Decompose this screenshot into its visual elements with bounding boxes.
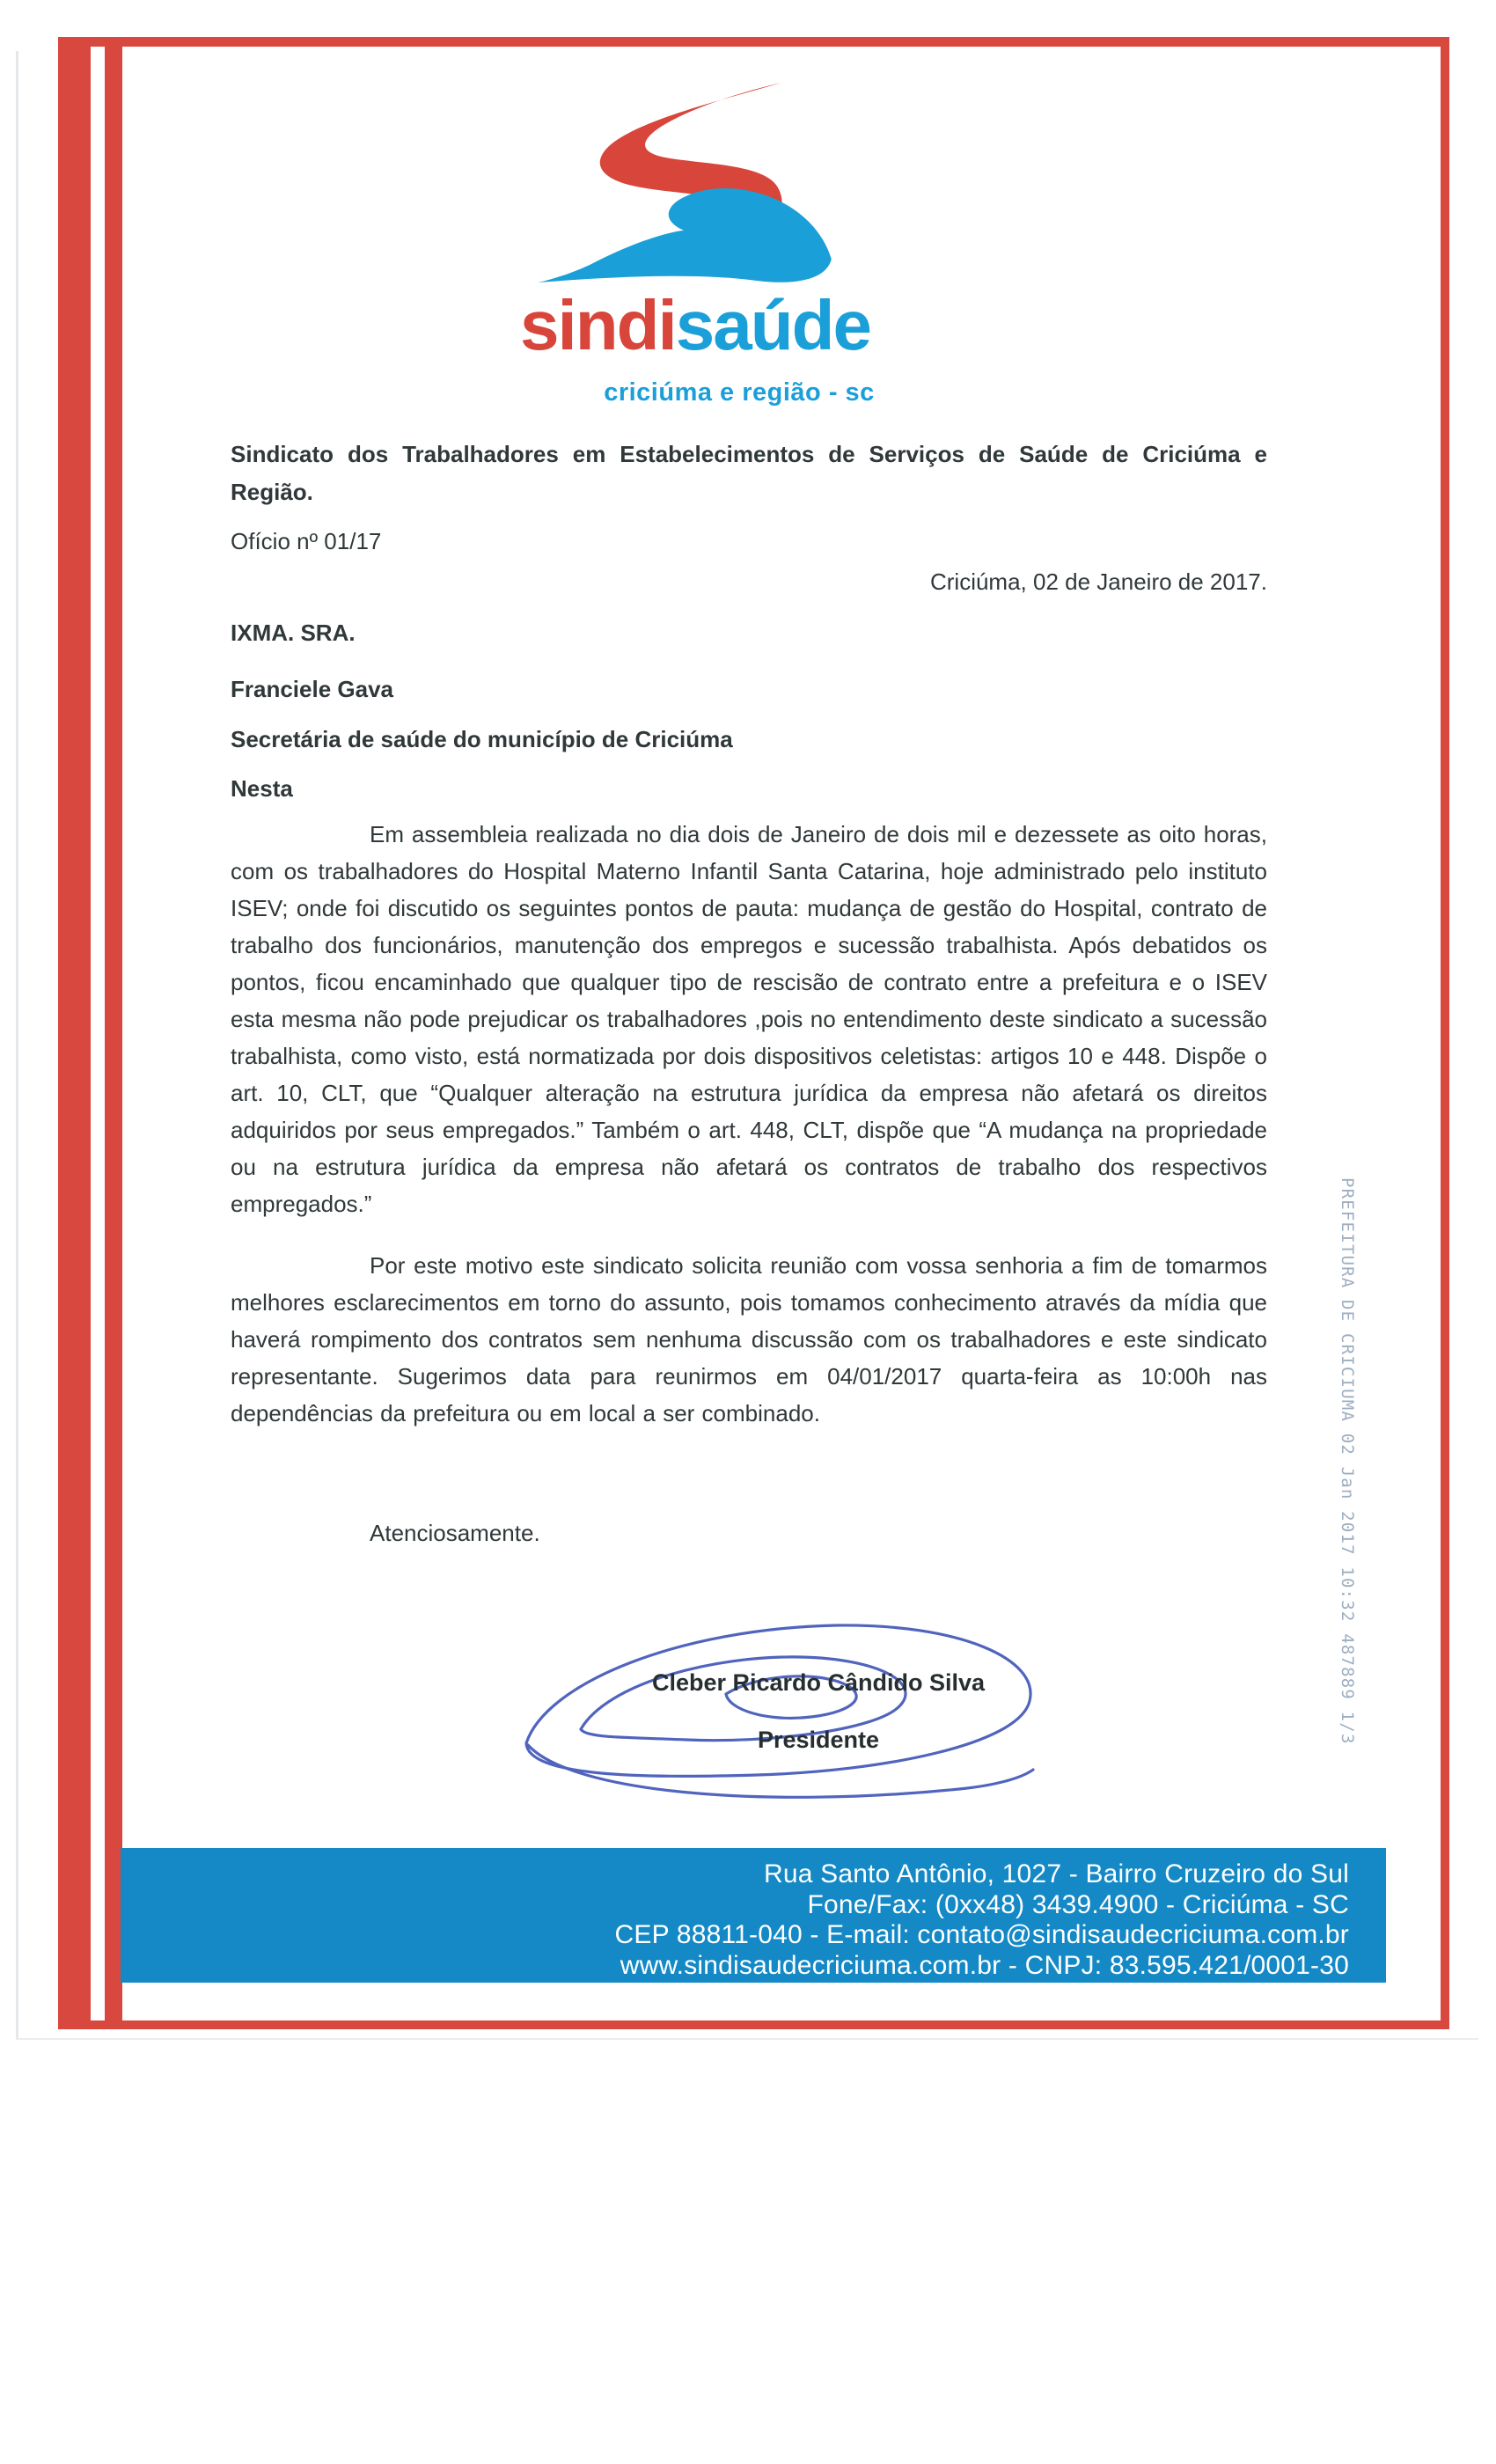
paragraph-2: Por este motivo este sindicato solicita reunião com vossa senhoria a fim de tomarmos melhores esclarecimentos em torno do assunto, pois tomamos conhecimento através da mídia que haverá rompimento dos contratos sem nenhuma discussão com os trabalhadores e este sindicato representante. Sugerimos data para reunirmos em 04/01/2017 quarta-feira as 10:00h nas dependências da prefeitura ou em local a ser combinado.	[231, 1252, 1267, 1426]
footer-band	[121, 1848, 1386, 1983]
prefeitura-received-stamp: PREFEITURA DE CRICIUMA 02 Jan 2017 10:32 487889 1/3	[1338, 1177, 1357, 1745]
signature-ink-icon	[502, 1613, 1047, 1802]
letter-paragraphs	[231, 816, 1267, 1547]
recipient-location: Nesta	[231, 775, 293, 802]
recipient-salutation: IXMA. SRA.	[231, 620, 356, 646]
frame-bottom-rule	[58, 2020, 1449, 2029]
signer-title: Presidente	[757, 1727, 880, 1753]
brand-red-part: sindi	[520, 286, 676, 364]
footer-address-line: Rua Santo Antônio, 1027 - Bairro Cruzeiro do Sul	[764, 1859, 1349, 1888]
signer-name: Cleber Ricardo Cândido Silva	[651, 1669, 986, 1696]
paper-edge	[16, 51, 18, 2038]
sender-title-line-2: Região.	[231, 479, 313, 505]
paragraph-1: Em assembleia realizada no dia dois de Janeiro de dois mil e dezessete as oito horas, com os trabalhadores do Hospital Materno Infantil Santa Catarina, hoje administrado pelo instituto ISEV; onde foi discutido os seguintes pontos de pauta: mudança de gestão do Hospital, contrato de trabalho dos funcionários, manutenção dos empregos e sucessão trabalhista. Após debatidos os pontos, ficou encaminhado que qualquer tipo de rescisão de contrato entre a prefeitura e o ISEV esta mesma não pode prejudicar os trabalhadores ,pois no entendimento deste sindicato a sucessão trabalhista, como visto, está normatizada por dois dispositivos celetistas: artigos 10 e 448. Dispõe o art. 10, CLT, que “Qualquer alteração na estrutura jurídica da empresa não afetará os direitos adquiridos por seus empregados.” Também o art. 448, CLT, dispõe que “A mudança na propriedade ou na estrutura jurídica da empresa não afetará os contratos de trabalho dos respectivos empregados.”	[231, 821, 1267, 1217]
frame-left-stripe-thick	[58, 37, 91, 2029]
brand-blue-part: saúde	[675, 286, 870, 364]
recipient-name: Franciele Gava	[231, 676, 393, 702]
footer-website-line: www.sindisaudecriciuma.com.br - CNPJ: 83.595.421/0001-30	[620, 1950, 1349, 1980]
footer-contact-block	[615, 1859, 1349, 1981]
reference-number: Ofício nº 01/17	[231, 528, 382, 554]
date-line: Criciúma, 02 de Janeiro de 2017.	[929, 568, 1267, 595]
paper-edge	[16, 2038, 1478, 2040]
recipient-title: Secretária de saúde do município de Criciúma	[231, 726, 733, 752]
brand-wordmark	[352, 286, 1038, 364]
frame-left-stripe-thin	[105, 37, 122, 2029]
sender-title-line-1: Sindicato dos Trabalhadores em Estabelecimentos de Serviços de Saúde de Criciúma e	[231, 441, 1267, 467]
footer-email-line: CEP 88811-040 - E-mail: contato@sindisaudecriciuma.com.br	[614, 1920, 1349, 1949]
frame-top-rule	[58, 37, 1449, 47]
valediction: Atenciosamente.	[370, 1520, 540, 1546]
sindisaude-logo-swoosh-icon	[526, 81, 841, 285]
brand-tagline: criciúma e região - sc	[604, 378, 875, 407]
frame-right-rule	[1441, 37, 1449, 2029]
footer-phone-line: Fone/Fax: (0xx48) 3439.4900 - Criciúma - SC	[807, 1889, 1349, 1919]
